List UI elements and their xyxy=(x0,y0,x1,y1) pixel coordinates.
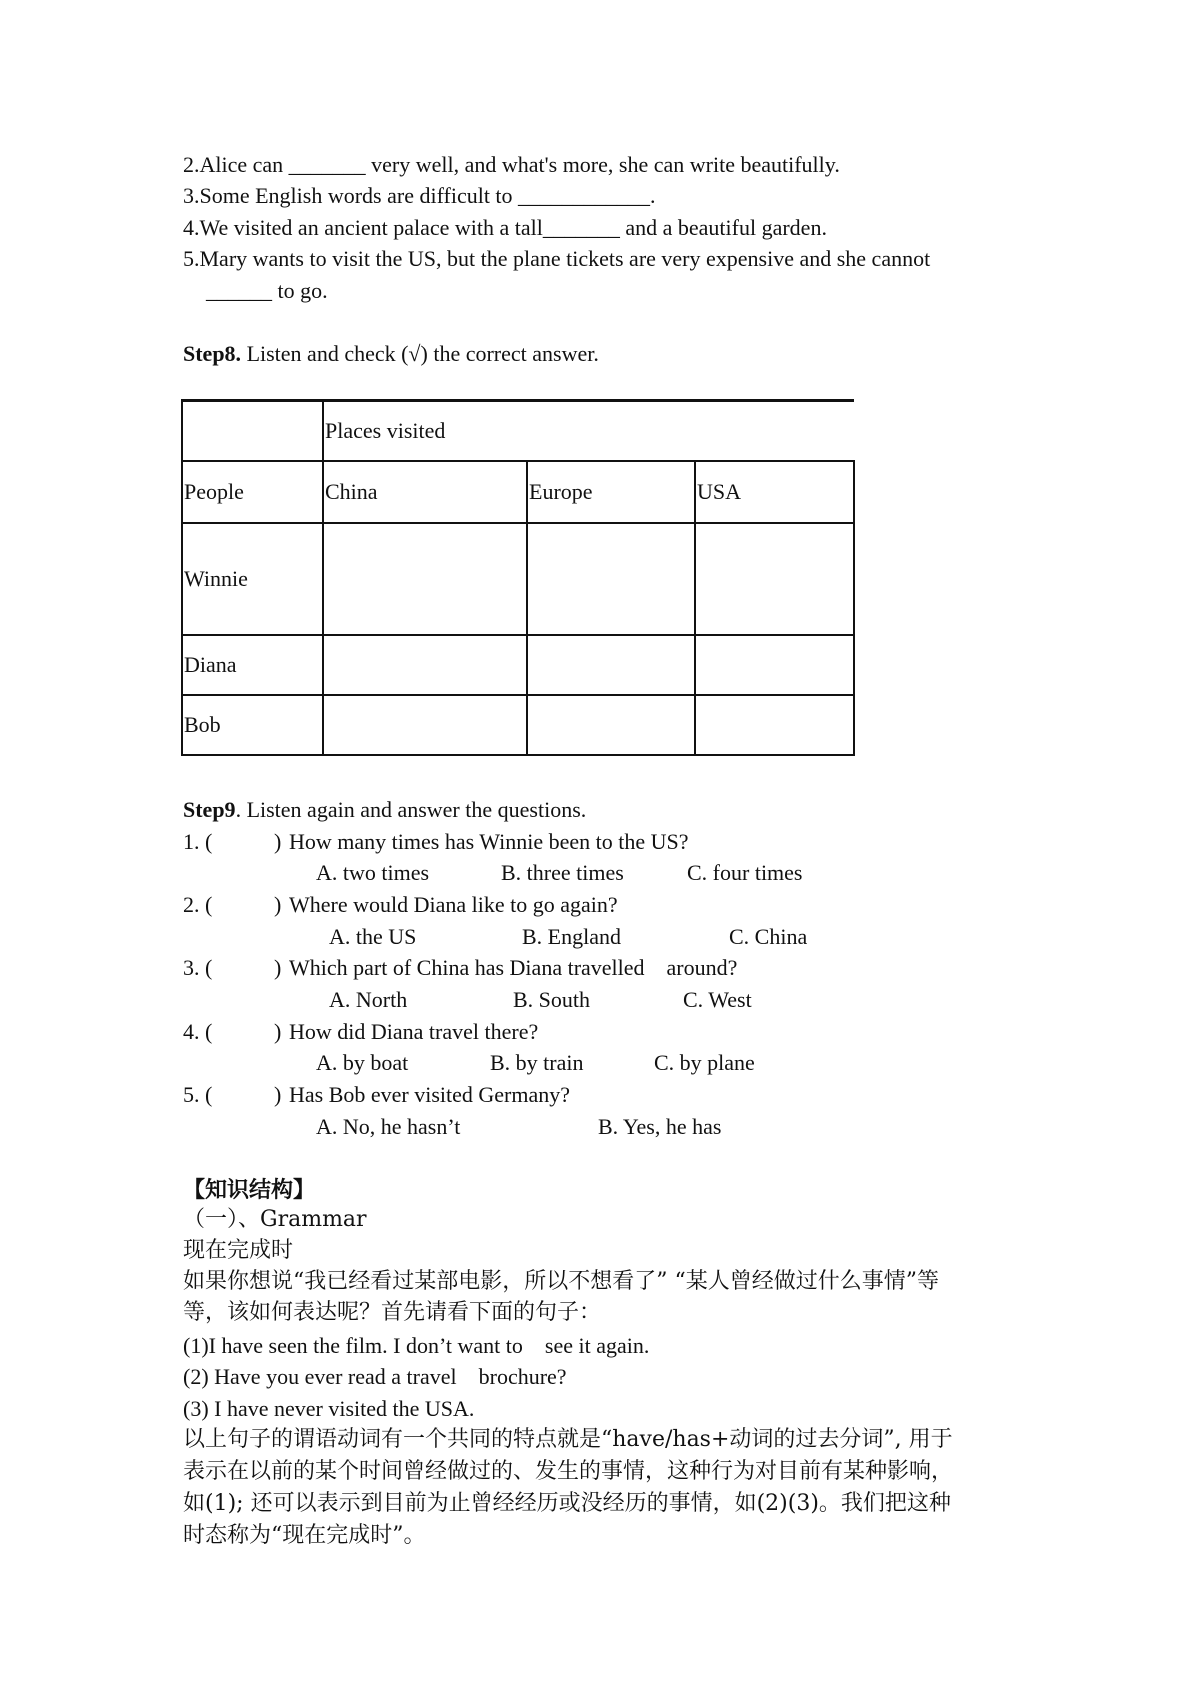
question-3 xyxy=(183,953,212,983)
option-b: B. South xyxy=(513,987,591,1012)
check-cell[interactable] xyxy=(527,523,695,635)
question-number: 5. ( xyxy=(183,1082,213,1107)
check-cell[interactable] xyxy=(527,635,695,695)
example-2: (2) Have you ever read a travel brochure? xyxy=(183,1364,567,1389)
option-c: C. by plane xyxy=(654,1050,755,1075)
intro-line-2: 等，该如何表达呢？首先请看下面的句子： xyxy=(183,1300,602,1325)
step9-instruction: . Listen again and answer the questions. xyxy=(235,797,587,822)
question-number: 4. ( xyxy=(183,1019,213,1044)
table-place-usa: USA xyxy=(695,461,854,523)
intro-line-1: 如果你想说“我已经看过某部电影，所以不想看了” “某人曾经做过什么事情”等 xyxy=(183,1269,939,1294)
question-close-paren: ) xyxy=(274,892,282,917)
question-text: How did Diana travel there? xyxy=(289,1019,539,1044)
question-number: 3. ( xyxy=(183,955,213,980)
question-text: How many times has Winnie been to the US? xyxy=(289,829,689,854)
question-5 xyxy=(183,1080,212,1110)
check-cell[interactable] xyxy=(323,695,527,755)
example-3: (3) I have never visited the USA. xyxy=(183,1396,475,1421)
question-number: 2. ( xyxy=(183,892,213,917)
check-cell[interactable] xyxy=(695,523,854,635)
blank-question-4: 4.We visited an ancient palace with a tall_______ and a beautiful garden. xyxy=(183,215,827,240)
grammar-subheading: （一）、Grammar xyxy=(183,1207,367,1232)
check-cell[interactable] xyxy=(695,695,854,755)
example-1: (1)I have seen the film. I don’t want to see it again. xyxy=(183,1333,650,1358)
question-text: Has Bob ever visited Germany? xyxy=(289,1082,571,1107)
check-cell[interactable] xyxy=(323,523,527,635)
option-b: B. by train xyxy=(490,1050,584,1075)
table-places-header: Places visited xyxy=(323,401,854,461)
check-cell[interactable] xyxy=(323,635,527,695)
table-person-bob: Bob xyxy=(182,695,323,755)
table-people-header: People xyxy=(182,461,323,523)
blank-question-2: 2.Alice can _______ very well, and what's more, she can write beautifully. xyxy=(183,152,840,177)
option-a: A. No, he hasn’t xyxy=(316,1114,461,1139)
question-4 xyxy=(183,1017,212,1047)
knowledge-heading: 【知识结构】 xyxy=(183,1177,316,1203)
table-person-winnie: Winnie xyxy=(182,523,323,635)
option-a: A. North xyxy=(329,987,408,1012)
step9-label: Step9 xyxy=(183,797,236,822)
option-a: A. the US xyxy=(329,924,417,949)
option-a: A. two times xyxy=(316,860,430,885)
step8-heading xyxy=(183,339,599,369)
option-c: C. West xyxy=(683,987,752,1012)
question-close-paren: ) xyxy=(274,955,282,980)
question-text: Which part of China has Diana travelled around? xyxy=(289,955,738,980)
places-visited-table xyxy=(181,399,855,756)
step8-instruction: Listen and check (√) the correct answer. xyxy=(241,341,599,366)
option-b: B. England xyxy=(522,924,621,949)
table-place-europe: Europe xyxy=(527,461,695,523)
check-cell[interactable] xyxy=(527,695,695,755)
option-a: A. by boat xyxy=(316,1050,409,1075)
option-c: C. China xyxy=(729,924,808,949)
option-b: B. three times xyxy=(501,860,624,885)
blank-question-3: 3.Some English words are difficult to ____________. xyxy=(183,183,656,208)
blank-question-5-continued: ______ to go. xyxy=(206,278,328,303)
question-close-paren: ) xyxy=(274,829,282,854)
question-text: Where would Diana like to go again? xyxy=(289,892,618,917)
table-corner-cell xyxy=(182,401,323,461)
question-1 xyxy=(183,827,212,857)
question-close-paren: ) xyxy=(274,1082,282,1107)
question-close-paren: ) xyxy=(274,1019,282,1044)
explain-line-4: 时态称为“现在完成时”。 xyxy=(183,1523,426,1548)
check-cell[interactable] xyxy=(695,635,854,695)
table-person-diana: Diana xyxy=(182,635,323,695)
question-number: 1. ( xyxy=(183,829,213,854)
question-2 xyxy=(183,890,212,920)
option-c: C. four times xyxy=(687,860,803,885)
explain-line-1: 以上句子的谓语动词有一个共同的特点就是“have/has+动词的过去分词”, 用于 xyxy=(183,1427,953,1452)
step9-heading xyxy=(183,795,586,825)
option-b: B. Yes, he has xyxy=(598,1114,722,1139)
step8-label: Step8. xyxy=(183,341,242,366)
explain-line-3: 如(1); 还可以表示到目前为止曾经经历或没经历的事情，如(2)(3)。我们把这种 xyxy=(183,1491,951,1516)
topic-present-perfect: 现在完成时 xyxy=(183,1238,294,1263)
table-place-china: China xyxy=(323,461,527,523)
explain-line-2: 表示在以前的某个时间曾经做过的、发生的事情，这种行为对目前有某种影响， xyxy=(183,1459,954,1484)
blank-question-5: 5.Mary wants to visit the US, but the plane tickets are very expensive and she cannot xyxy=(183,246,931,271)
